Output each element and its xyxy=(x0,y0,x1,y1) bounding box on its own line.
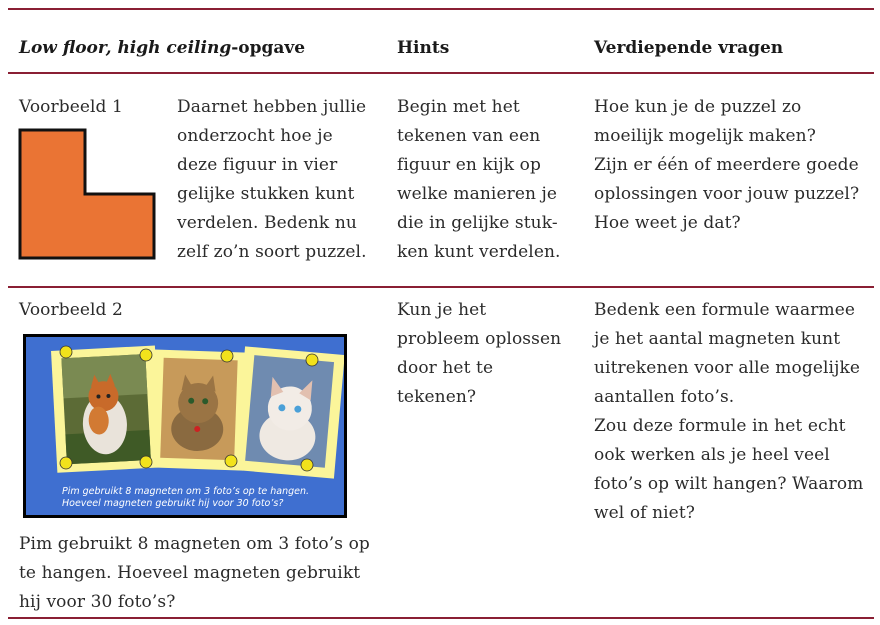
header-task-italic: Low floor, high ceiling xyxy=(19,38,232,58)
photo-3 xyxy=(234,346,344,478)
magnet-icon xyxy=(306,354,318,366)
text-line: welke manieren je xyxy=(397,184,558,204)
magnet-icon xyxy=(60,457,72,469)
text-line: die in gelijke stuk- xyxy=(397,213,558,233)
text-line: uitrekenen voor alle mogelijke xyxy=(594,358,861,378)
text-line: aantallen foto’s. xyxy=(594,387,735,407)
magnet-icon xyxy=(301,459,313,471)
text-line: Hoe weet je dat? xyxy=(594,213,741,233)
text-line: gelijke stukken kunt xyxy=(177,184,355,204)
text-line: door het te xyxy=(397,358,494,378)
text-line: Zou deze formule in het echt xyxy=(594,416,846,436)
header-rule xyxy=(8,72,874,74)
bottom-rule xyxy=(8,617,874,619)
text-line: te hangen. Hoeveel magneten gebruikt xyxy=(19,563,361,583)
l-shape-figure xyxy=(18,128,158,261)
magnet-icon xyxy=(140,456,152,468)
text-line: Hoe kun je de puzzel zo xyxy=(594,97,802,117)
text-line: onderzocht hoe je xyxy=(177,126,333,146)
text-line: tekenen van een xyxy=(397,126,541,146)
magnet-icon xyxy=(60,346,72,358)
text-line: Daarnet hebben jullie xyxy=(177,97,367,117)
text-line: moeilijk mogelijk maken? xyxy=(594,126,816,146)
row1-label: Voorbeeld 1 xyxy=(19,97,123,117)
header-hints: Hints xyxy=(397,38,450,58)
text-line: foto’s op wilt hangen? Waarom xyxy=(594,474,864,494)
magnet-icon xyxy=(140,349,152,361)
text-line: Begin met het xyxy=(397,97,520,117)
text-line: Zijn er één of meerdere goede xyxy=(594,155,859,175)
text-line: probleem oplossen xyxy=(397,329,562,349)
photo-1 xyxy=(51,346,161,473)
text-line: deze figuur in vier xyxy=(177,155,338,175)
cat-photos-illustration xyxy=(23,334,347,518)
row2-label: Voorbeeld 2 xyxy=(19,300,123,320)
text-line: figuur en kijk op xyxy=(397,155,541,175)
header-questions: Verdiepende vragen xyxy=(594,38,784,58)
text-line: zelf zo’n soort puzzel. xyxy=(177,242,367,262)
row2-questions xyxy=(594,296,863,528)
row2-description xyxy=(19,530,370,617)
image-caption-line: Hoeveel magneten gebruikt hij voor 30 foto’s? xyxy=(62,498,284,509)
row1-questions xyxy=(594,93,859,238)
header-task xyxy=(19,38,305,58)
text-line: ook werken als je heel veel xyxy=(594,445,830,465)
text-line: Kun je het xyxy=(397,300,487,320)
text-line: verdelen. Bedenk nu xyxy=(177,213,357,233)
text-line: oplossingen voor jouw puzzel? xyxy=(594,184,860,204)
top-rule xyxy=(8,8,874,10)
row1-description xyxy=(177,93,367,267)
row1-hints xyxy=(397,93,561,267)
magnet-icon xyxy=(221,350,233,362)
row2-hints xyxy=(397,296,561,412)
text-line: hij voor 30 foto’s? xyxy=(19,592,176,612)
header-task-rest: -opgave xyxy=(231,38,306,58)
text-line: tekenen? xyxy=(397,387,477,407)
photo-2 xyxy=(151,349,247,470)
image-caption-line: Pim gebruikt 8 magneten om 3 foto’s op te hangen. xyxy=(62,486,310,497)
text-line: Bedenk een formule waarmee xyxy=(594,300,856,320)
magnet-icon xyxy=(225,455,237,467)
text-line: wel of niet? xyxy=(594,503,695,523)
text-line: Pim gebruikt 8 magneten om 3 foto’s op xyxy=(19,534,370,554)
text-line: ken kunt verdelen. xyxy=(397,242,561,262)
text-line: je het aantal magneten kunt xyxy=(594,329,841,349)
row-divider-rule xyxy=(8,286,874,288)
